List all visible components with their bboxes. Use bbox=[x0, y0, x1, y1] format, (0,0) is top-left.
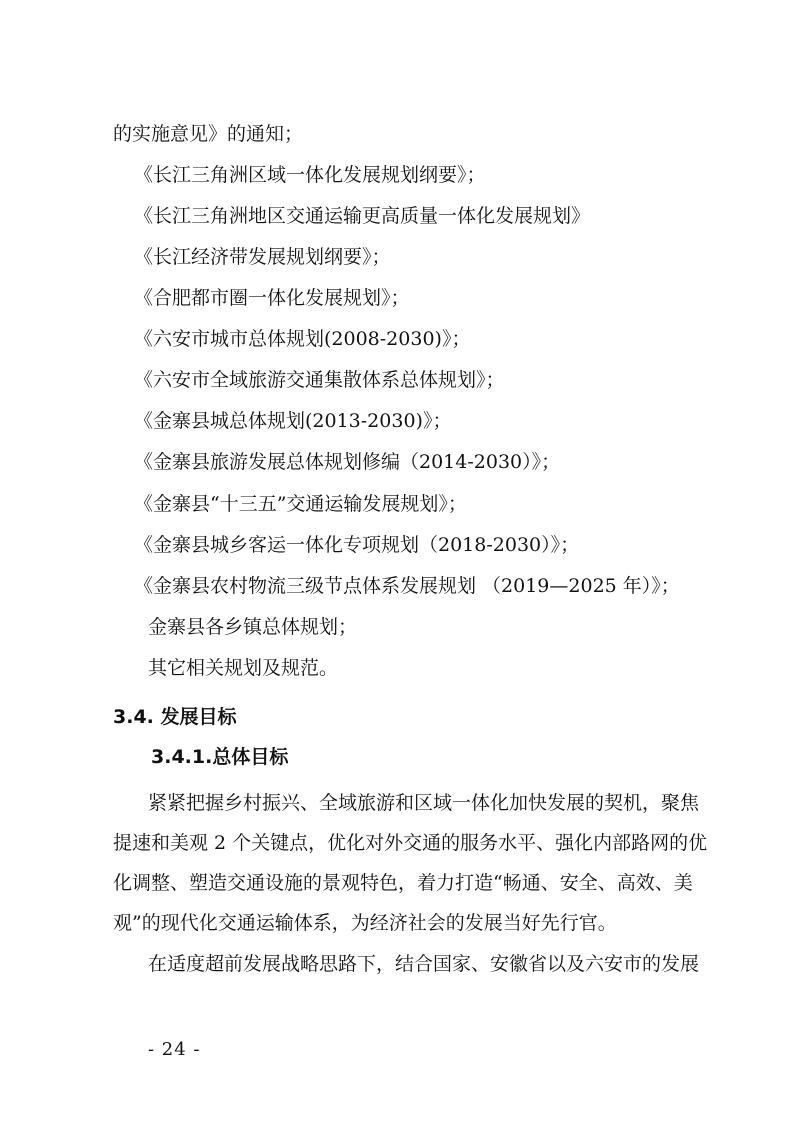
reference-item: 《六安市城市总体规划(2008-2030)》； bbox=[134, 328, 471, 350]
reference-item: 《长江三角洲区域一体化发展规划纲要》； bbox=[134, 164, 486, 186]
reference-item: 其它相关规划及规范。 bbox=[148, 657, 339, 679]
reference-item: 《六安市全域旅游交通集散体系总体规划》； bbox=[134, 369, 505, 391]
reference-item: 《长江经济带发展规划纲要》； bbox=[134, 246, 391, 268]
reference-item: 《金寨县“十三五”交通运输发展规划》； bbox=[134, 493, 467, 515]
reference-item: 《长江三角洲地区交通运输更高质量一体化发展规划》 bbox=[134, 205, 591, 227]
reference-item: 金寨县各乡镇总体规划； bbox=[148, 616, 358, 638]
reference-item: 《金寨县城乡客运一体化专项规划（2018-2030）》； bbox=[134, 534, 580, 556]
paragraph-line: 紧紧把握乡村振兴、全域旅游和区域一体化加快发展的契机，聚焦 bbox=[148, 792, 700, 814]
intro-text-line: 的实施意见》的通知； bbox=[113, 123, 304, 145]
paragraph-line: 观”的现代化交通运输体系，为经济社会的发展当好先行官。 bbox=[113, 912, 617, 934]
reference-item: 《合肥都市圈一体化发展规划》； bbox=[134, 287, 410, 309]
reference-item: 《金寨县城总体规划(2013-2030)》； bbox=[134, 410, 452, 432]
reference-item: 《金寨县农村物流三级节点体系发展规划 （2019—2025 年）》； bbox=[134, 575, 680, 597]
paragraph-line: 在适度超前发展战略思路下，结合国家、安徽省以及六安市的发展 bbox=[148, 953, 700, 975]
page-number: - 24 - bbox=[148, 1039, 201, 1060]
subsection-heading: 3.4.1.总体目标 bbox=[151, 746, 289, 768]
paragraph-line: 提速和美观 2 个关键点，优化对外交通的服务水平、强化内部路网的优 bbox=[113, 832, 708, 854]
reference-item: 《金寨县旅游发展总体规划修编（2014-2030）》； bbox=[134, 451, 561, 473]
section-heading: 3.4. 发展目标 bbox=[113, 706, 237, 728]
paragraph-line: 化调整、塑造交通设施的景观特色，着力打造“畅通、安全、高效、美 bbox=[113, 872, 693, 894]
